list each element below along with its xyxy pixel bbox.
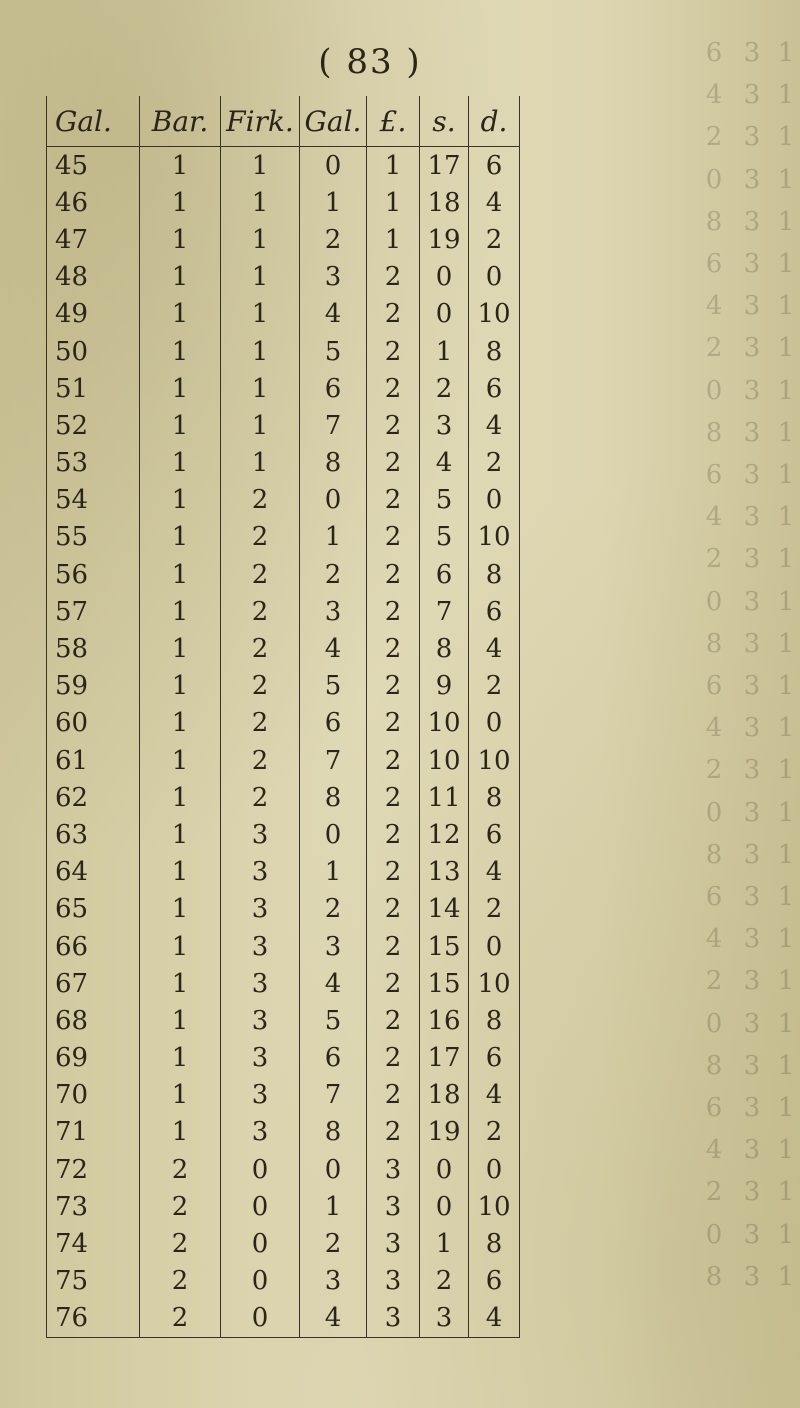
cell-firkins: 1 (221, 147, 300, 185)
table-row (47, 928, 520, 965)
cell-gallons-rem: 6 (300, 705, 367, 742)
cell-pounds: 3 (367, 1225, 420, 1262)
bleed-through-column: 1 1 1 1 1 1 1 1 1 1 1 1 1 1 1 1 1 1 1 1 1 1 1 1 1 1 1 1 1 1 (777, 38, 795, 1292)
cell-barrels: 1 (140, 705, 221, 742)
bleed-through-column: 3 3 3 3 3 3 3 3 3 3 3 3 3 3 3 3 3 3 3 3 3 3 3 3 3 3 3 3 3 3 (743, 38, 761, 1292)
header-bar: Bar. (140, 96, 221, 147)
cell-shillings: 10 (420, 742, 469, 779)
cell-gallons-rem: 6 (300, 370, 367, 407)
cell-barrels: 2 (140, 1263, 221, 1300)
cell-barrels: 1 (140, 482, 221, 519)
cell-shillings: 11 (420, 779, 469, 816)
cell-gallons: 74 (47, 1225, 140, 1262)
cell-firkins: 3 (221, 816, 300, 853)
cell-firkins: 2 (221, 593, 300, 630)
cell-shillings: 19 (420, 1114, 469, 1151)
cell-shillings: 5 (420, 482, 469, 519)
cell-firkins: 2 (221, 779, 300, 816)
cell-gallons: 73 (47, 1188, 140, 1225)
cell-firkins: 2 (221, 556, 300, 593)
cell-barrels: 1 (140, 296, 221, 333)
cell-shillings: 2 (420, 1263, 469, 1300)
table-body (47, 147, 520, 1338)
cell-gallons: 67 (47, 965, 140, 1002)
cell-shillings: 0 (420, 1188, 469, 1225)
cell-gallons: 61 (47, 742, 140, 779)
cell-gallons-rem: 2 (300, 556, 367, 593)
cell-barrels: 1 (140, 519, 221, 556)
cell-pence: 8 (469, 779, 520, 816)
cell-shillings: 5 (420, 519, 469, 556)
cell-gallons-rem: 4 (300, 296, 367, 333)
cell-pence: 6 (469, 370, 520, 407)
cell-barrels: 1 (140, 259, 221, 296)
cell-shillings: 17 (420, 1040, 469, 1077)
cell-pounds: 3 (367, 1151, 420, 1188)
table-row (47, 370, 520, 407)
cell-gallons-rem: 8 (300, 445, 367, 482)
cell-barrels: 1 (140, 630, 221, 667)
table-row (47, 184, 520, 221)
cell-shillings: 3 (420, 407, 469, 444)
cell-barrels: 1 (140, 891, 221, 928)
cell-barrels: 1 (140, 965, 221, 1002)
cell-firkins: 3 (221, 854, 300, 891)
cell-gallons-rem: 8 (300, 779, 367, 816)
cell-gallons: 59 (47, 668, 140, 705)
cell-gallons: 55 (47, 519, 140, 556)
cell-pence: 10 (469, 296, 520, 333)
cell-shillings: 1 (420, 1225, 469, 1262)
cell-gallons-rem: 5 (300, 668, 367, 705)
cell-pounds: 3 (367, 1188, 420, 1225)
header-pence: d. (469, 96, 520, 147)
cell-shillings: 12 (420, 816, 469, 853)
header-gal: Gal. (47, 96, 140, 147)
cell-firkins: 2 (221, 668, 300, 705)
cell-gallons: 51 (47, 370, 140, 407)
cell-pence: 8 (469, 1225, 520, 1262)
bleed-through-column: 6 4 2 0 8 6 4 2 0 8 6 4 2 0 8 6 4 2 0 8 6 4 2 0 8 6 4 2 0 8 (705, 38, 723, 1292)
cell-pounds: 3 (367, 1300, 420, 1338)
cell-pounds: 2 (367, 370, 420, 407)
cell-shillings: 0 (420, 1151, 469, 1188)
cell-firkins: 3 (221, 1002, 300, 1039)
cell-gallons-rem: 1 (300, 854, 367, 891)
cell-gallons: 71 (47, 1114, 140, 1151)
cell-pounds: 2 (367, 445, 420, 482)
cell-gallons-rem: 0 (300, 1151, 367, 1188)
cell-gallons: 66 (47, 928, 140, 965)
table-row (47, 630, 520, 667)
cell-shillings: 3 (420, 1300, 469, 1338)
cell-gallons: 57 (47, 593, 140, 630)
table-row (47, 1040, 520, 1077)
cell-barrels: 2 (140, 1188, 221, 1225)
cell-shillings: 14 (420, 891, 469, 928)
cell-pence: 8 (469, 333, 520, 370)
cell-firkins: 0 (221, 1188, 300, 1225)
cell-gallons: 52 (47, 407, 140, 444)
cell-pounds: 2 (367, 1040, 420, 1077)
header-gal-remainder: Gal. (300, 96, 367, 147)
cell-barrels: 1 (140, 779, 221, 816)
cell-barrels: 1 (140, 1077, 221, 1114)
cell-barrels: 1 (140, 593, 221, 630)
cell-gallons: 45 (47, 147, 140, 185)
cell-pence: 0 (469, 482, 520, 519)
cell-pounds: 2 (367, 556, 420, 593)
cell-gallons-rem: 6 (300, 1040, 367, 1077)
cell-firkins: 3 (221, 1077, 300, 1114)
cell-firkins: 2 (221, 482, 300, 519)
table-row (47, 891, 520, 928)
cell-gallons-rem: 1 (300, 519, 367, 556)
table-row (47, 296, 520, 333)
table-row (47, 556, 520, 593)
cell-barrels: 1 (140, 147, 221, 185)
cell-pounds: 2 (367, 965, 420, 1002)
cell-gallons-rem: 8 (300, 1114, 367, 1151)
cell-gallons-rem: 4 (300, 1300, 367, 1338)
cell-firkins: 0 (221, 1151, 300, 1188)
cell-gallons-rem: 0 (300, 482, 367, 519)
table-row (47, 668, 520, 705)
table-row (47, 816, 520, 853)
cell-firkins: 2 (221, 519, 300, 556)
cell-shillings: 9 (420, 668, 469, 705)
cell-pounds: 2 (367, 296, 420, 333)
cell-gallons-rem: 3 (300, 259, 367, 296)
cell-pounds: 2 (367, 1002, 420, 1039)
table-row (47, 221, 520, 258)
cell-gallons: 72 (47, 1151, 140, 1188)
cell-pence: 2 (469, 891, 520, 928)
cell-barrels: 1 (140, 742, 221, 779)
cell-gallons: 65 (47, 891, 140, 928)
cell-gallons: 70 (47, 1077, 140, 1114)
cell-firkins: 1 (221, 370, 300, 407)
cell-pounds: 2 (367, 1114, 420, 1151)
cell-firkins: 3 (221, 928, 300, 965)
cell-pence: 8 (469, 1002, 520, 1039)
table-row (47, 519, 520, 556)
cell-shillings: 7 (420, 593, 469, 630)
cell-firkins: 1 (221, 445, 300, 482)
table-row (47, 1225, 520, 1262)
cell-firkins: 2 (221, 742, 300, 779)
cell-gallons-rem: 0 (300, 816, 367, 853)
cell-firkins: 1 (221, 221, 300, 258)
table-row (47, 593, 520, 630)
cell-pence: 4 (469, 630, 520, 667)
cell-pounds: 3 (367, 1263, 420, 1300)
cell-firkins: 0 (221, 1263, 300, 1300)
cell-pence: 0 (469, 928, 520, 965)
cell-barrels: 1 (140, 445, 221, 482)
cell-pounds: 2 (367, 630, 420, 667)
cell-shillings: 13 (420, 854, 469, 891)
cell-pounds: 2 (367, 407, 420, 444)
cell-gallons: 47 (47, 221, 140, 258)
cell-gallons: 68 (47, 1002, 140, 1039)
cell-barrels: 1 (140, 370, 221, 407)
cell-firkins: 1 (221, 259, 300, 296)
table-row (47, 779, 520, 816)
cell-gallons: 64 (47, 854, 140, 891)
cell-shillings: 19 (420, 221, 469, 258)
cell-pounds: 2 (367, 519, 420, 556)
cell-firkins: 1 (221, 296, 300, 333)
cell-pounds: 2 (367, 668, 420, 705)
cell-firkins: 3 (221, 891, 300, 928)
table-row (47, 1002, 520, 1039)
cell-gallons: 60 (47, 705, 140, 742)
cell-gallons: 75 (47, 1263, 140, 1300)
cell-gallons-rem: 7 (300, 1077, 367, 1114)
cell-pence: 2 (469, 668, 520, 705)
cell-pence: 10 (469, 1188, 520, 1225)
cell-pounds: 2 (367, 482, 420, 519)
cell-shillings: 2 (420, 370, 469, 407)
cell-shillings: 4 (420, 445, 469, 482)
cell-gallons-rem: 0 (300, 147, 367, 185)
table-row (47, 482, 520, 519)
cell-firkins: 1 (221, 333, 300, 370)
cell-gallons: 49 (47, 296, 140, 333)
cell-firkins: 3 (221, 1114, 300, 1151)
cell-gallons: 54 (47, 482, 140, 519)
cell-pounds: 2 (367, 333, 420, 370)
cell-firkins: 2 (221, 705, 300, 742)
cell-pence: 6 (469, 593, 520, 630)
cell-pence: 0 (469, 705, 520, 742)
cell-shillings: 17 (420, 147, 469, 185)
table-row (47, 1151, 520, 1188)
cell-gallons-rem: 3 (300, 593, 367, 630)
cell-barrels: 1 (140, 816, 221, 853)
cell-shillings: 0 (420, 296, 469, 333)
cell-barrels: 1 (140, 928, 221, 965)
cell-pence: 0 (469, 1151, 520, 1188)
cell-firkins: 3 (221, 1040, 300, 1077)
cell-gallons: 69 (47, 1040, 140, 1077)
table-row (47, 1188, 520, 1225)
header-shillings: s. (420, 96, 469, 147)
table-row (47, 1300, 520, 1338)
cell-pence: 10 (469, 965, 520, 1002)
cell-pence: 2 (469, 221, 520, 258)
table-row (47, 259, 520, 296)
page-number-text: ( 83 ) (318, 42, 422, 82)
cell-shillings: 18 (420, 184, 469, 221)
cell-barrels: 2 (140, 1300, 221, 1338)
table-row (47, 1114, 520, 1151)
cell-pounds: 1 (367, 184, 420, 221)
conversion-table (46, 96, 520, 1338)
table-row (47, 445, 520, 482)
table-row (47, 1263, 520, 1300)
cell-pounds: 2 (367, 1077, 420, 1114)
cell-shillings: 8 (420, 630, 469, 667)
cell-shillings: 18 (420, 1077, 469, 1114)
cell-barrels: 2 (140, 1151, 221, 1188)
cell-shillings: 1 (420, 333, 469, 370)
cell-gallons: 46 (47, 184, 140, 221)
cell-barrels: 1 (140, 1114, 221, 1151)
cell-pounds: 1 (367, 147, 420, 185)
cell-pounds: 2 (367, 928, 420, 965)
cell-firkins: 1 (221, 184, 300, 221)
cell-gallons-rem: 3 (300, 928, 367, 965)
cell-pence: 10 (469, 519, 520, 556)
cell-gallons: 58 (47, 630, 140, 667)
cell-pounds: 2 (367, 816, 420, 853)
cell-pence: 2 (469, 1114, 520, 1151)
cell-firkins: 1 (221, 407, 300, 444)
cell-pence: 10 (469, 742, 520, 779)
cell-pounds: 2 (367, 891, 420, 928)
cell-pence: 4 (469, 184, 520, 221)
cell-pounds: 2 (367, 742, 420, 779)
cell-gallons-rem: 4 (300, 965, 367, 1002)
table-row (47, 1077, 520, 1114)
cell-shillings: 10 (420, 705, 469, 742)
cell-firkins: 2 (221, 630, 300, 667)
cell-pence: 4 (469, 407, 520, 444)
cell-pounds: 1 (367, 221, 420, 258)
cell-pence: 6 (469, 147, 520, 185)
cell-firkins: 3 (221, 965, 300, 1002)
cell-pounds: 2 (367, 779, 420, 816)
cell-gallons-rem: 2 (300, 1225, 367, 1262)
cell-barrels: 2 (140, 1225, 221, 1262)
cell-shillings: 16 (420, 1002, 469, 1039)
cell-gallons-rem: 2 (300, 221, 367, 258)
cell-pence: 6 (469, 816, 520, 853)
cell-gallons: 76 (47, 1300, 140, 1338)
cell-shillings: 15 (420, 965, 469, 1002)
cell-gallons: 53 (47, 445, 140, 482)
header-pounds: £. (367, 96, 420, 147)
table-row (47, 407, 520, 444)
cell-barrels: 1 (140, 1040, 221, 1077)
cell-pence: 6 (469, 1263, 520, 1300)
cell-barrels: 1 (140, 1002, 221, 1039)
cell-barrels: 1 (140, 854, 221, 891)
table-row (47, 705, 520, 742)
cell-firkins: 0 (221, 1225, 300, 1262)
cell-gallons: 56 (47, 556, 140, 593)
cell-shillings: 15 (420, 928, 469, 965)
cell-pounds: 2 (367, 259, 420, 296)
cell-gallons: 63 (47, 816, 140, 853)
cell-gallons-rem: 7 (300, 407, 367, 444)
cell-firkins: 0 (221, 1300, 300, 1338)
table-row (47, 965, 520, 1002)
cell-gallons: 62 (47, 779, 140, 816)
cell-gallons-rem: 5 (300, 333, 367, 370)
cell-gallons-rem: 4 (300, 630, 367, 667)
cell-pence: 2 (469, 445, 520, 482)
table-row (47, 854, 520, 891)
cell-gallons-rem: 1 (300, 1188, 367, 1225)
cell-barrels: 1 (140, 333, 221, 370)
cell-pence: 6 (469, 1040, 520, 1077)
cell-barrels: 1 (140, 556, 221, 593)
header-firk: Firk. (221, 96, 300, 147)
cell-pence: 4 (469, 854, 520, 891)
cell-gallons-rem: 3 (300, 1263, 367, 1300)
cell-pence: 4 (469, 1077, 520, 1114)
cell-barrels: 1 (140, 407, 221, 444)
cell-gallons-rem: 7 (300, 742, 367, 779)
cell-shillings: 0 (420, 259, 469, 296)
cell-barrels: 1 (140, 668, 221, 705)
cell-pence: 8 (469, 556, 520, 593)
cell-pence: 4 (469, 1300, 520, 1338)
table-row (47, 333, 520, 370)
cell-gallons: 48 (47, 259, 140, 296)
cell-pounds: 2 (367, 854, 420, 891)
cell-gallons-rem: 5 (300, 1002, 367, 1039)
table-row (47, 742, 520, 779)
cell-pounds: 2 (367, 705, 420, 742)
page-number (0, 42, 800, 82)
cell-shillings: 6 (420, 556, 469, 593)
cell-pounds: 2 (367, 593, 420, 630)
cell-gallons-rem: 1 (300, 184, 367, 221)
table-header-row (47, 96, 520, 147)
table-row (47, 147, 520, 185)
cell-barrels: 1 (140, 221, 221, 258)
cell-gallons: 50 (47, 333, 140, 370)
cell-pence: 0 (469, 259, 520, 296)
cell-gallons-rem: 2 (300, 891, 367, 928)
cell-barrels: 1 (140, 184, 221, 221)
